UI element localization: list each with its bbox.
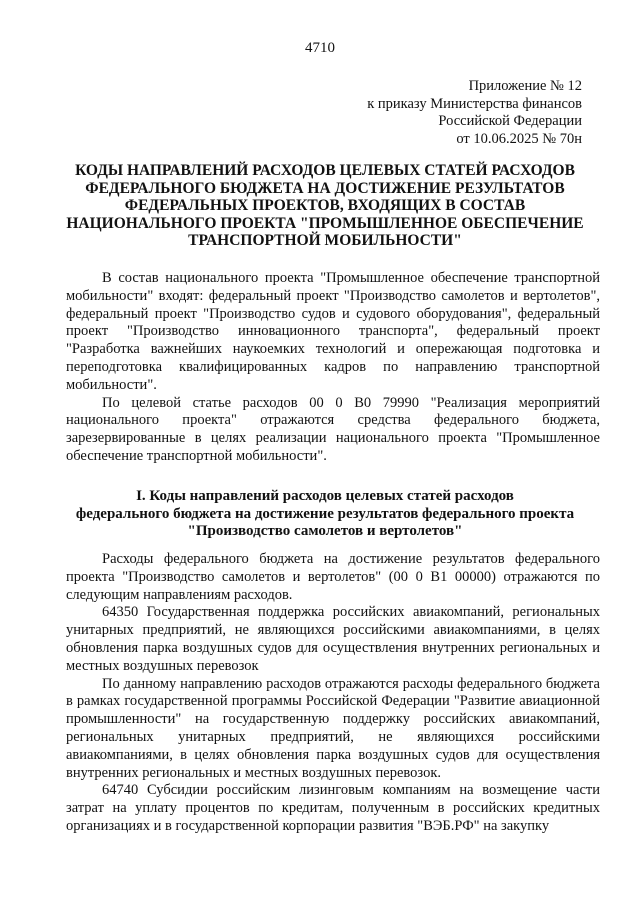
section-heading-line: "Производство самолетов и вертолетов" [187, 523, 463, 539]
title-line: ТРАНСПОРТНОЙ МОБИЛЬНОСТИ" [188, 232, 462, 249]
title-line: НАЦИОНАЛЬНОГО ПРОЕКТА "ПРОМЫШЛЕННОЕ ОБЕСПЕЧЕНИЕ [66, 214, 584, 232]
title-line: КОДЫ НАПРАВЛЕНИЙ РАСХОДОВ ЦЕЛЕВЫХ СТАТЕЙ РАСХОДОВ [75, 162, 575, 179]
page-number: 4710 [305, 40, 335, 56]
appendix-line: Российской Федерации [438, 113, 582, 129]
section-paragraph-3: По данному направлению расходов отражаются расходы федерального бюджета в рамках государственной программы Российской Федерации "Развитие авиационной промышленности" на государственную поддержку российских авиакомпаний, региональных унитарных предприятий, не являющихся российскими авиакомпаниями, в целях обновления парка воздушных судов для осуществления внутренних региональных и местных воздушных перевозок. [66, 675, 600, 781]
section-paragraph-2: 64350 Государственная поддержка российских авиакомпаний, региональных унитарных предприятий, не являющихся российскими авиакомпаниями, в целях обновления парка воздушных судов для осуществления внутренних региональных и местных воздушных перевозок [66, 604, 600, 674]
title-line: ФЕДЕРАЛЬНЫХ ПРОЕКТОВ, ВХОДЯЩИХ В СОСТАВ [124, 197, 526, 214]
document-title [60, 162, 590, 250]
appendix-line: Приложение № 12 [468, 78, 582, 94]
appendix-block [367, 78, 582, 148]
appendix-line: к приказу Министерства финансов [367, 95, 582, 112]
intro-text [66, 270, 600, 466]
section-paragraph-4: 64740 Субсидии российским лизинговым компаниям на возмещение части затрат на уплату процентов по кредитам, полученным в российских кредитных организациях и в государственной корпорации развития "ВЭБ.РФ" на закупку [66, 782, 600, 834]
appendix-line: от 10.06.2025 № 70н [456, 130, 582, 147]
section-heading-line: I. Коды направлений расходов целевых статей расходов [136, 488, 514, 504]
intro-paragraph-2: По целевой статье расходов 00 0 В0 79990 "Реализация мероприятий национального проекта" отражаются средства федерального бюджета, зарезервированные в целях реализации национального проекта "Промышленное обеспечение транспортной мобильности". [66, 394, 600, 464]
section-paragraph-1: Расходы федерального бюджета на достижение результатов федерального проекта "Производство самолетов и вертолетов" (00 0 В1 00000) отражаются по следующим направлениям расходов. [66, 551, 600, 603]
intro-paragraph-1: В состав национального проекта "Промышленное обеспечение транспортной мобильности" входят: федеральный проект "Производство самолетов и вертолетов", федеральный проект "Производство судов и судового оборудования", федеральный проект "Производство инновационного транспорта", федеральный проект "Разработка важнейших наукоемких технологий и опережающая подготовка и переподготовка квалифицированных кадров по направлению транспортной мобильности". [66, 270, 600, 393]
title-line: ФЕДЕРАЛЬНОГО БЮДЖЕТА НА ДОСТИЖЕНИЕ РЕЗУЛЬТАТОВ [85, 179, 565, 197]
section-body [66, 551, 600, 836]
section-heading [60, 488, 590, 541]
section-heading-line: федерального бюджета на достижение результатов федерального проекта [75, 505, 575, 522]
